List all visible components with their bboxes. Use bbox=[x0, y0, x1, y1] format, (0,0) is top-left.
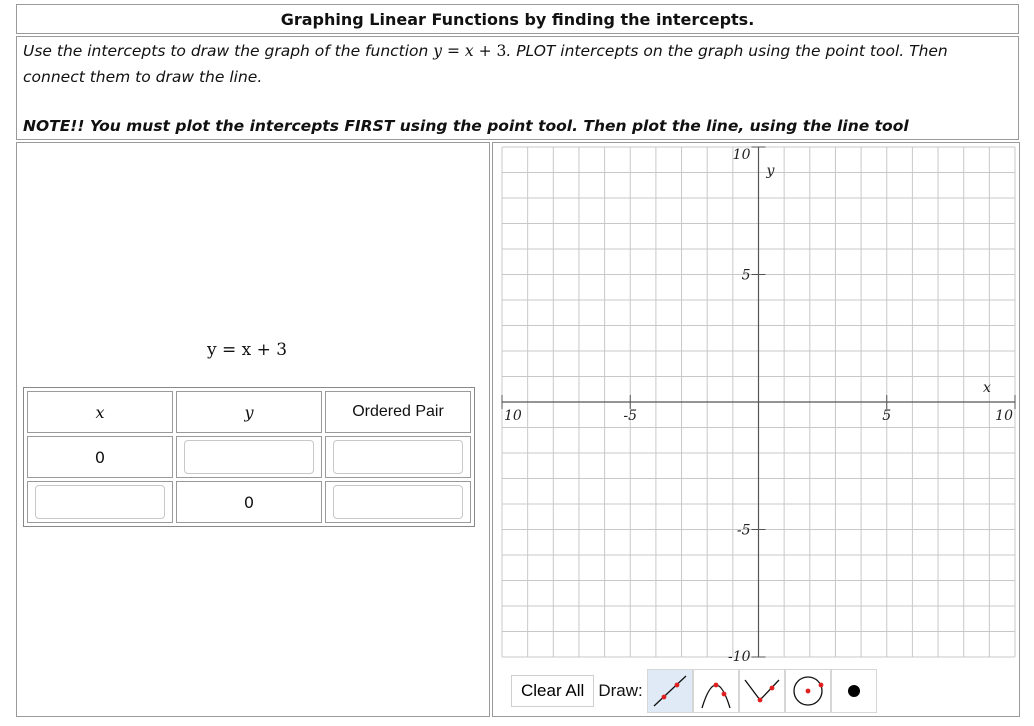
line-tool-button[interactable] bbox=[647, 669, 693, 713]
y-tick-label: -10 bbox=[727, 649, 751, 663]
clear-all-button[interactable]: Clear All bbox=[511, 675, 594, 707]
math-plus-three: + 3 bbox=[473, 42, 507, 60]
math-y: y bbox=[433, 42, 443, 60]
row2-y-value: 0 bbox=[176, 481, 322, 523]
instruction-text-cont: . PLOT intercepts on the graph using the point tool. Then bbox=[506, 42, 948, 60]
coordinate-graph[interactable] bbox=[493, 143, 1019, 663]
header-y: y bbox=[176, 391, 322, 433]
point-tool-icon bbox=[834, 672, 874, 710]
header-ordered-pair: Ordered Pair bbox=[325, 391, 471, 433]
x-tick-label: 5 bbox=[882, 408, 892, 424]
equation-label: y = x + 3 bbox=[207, 340, 288, 360]
page-title: Graphing Linear Functions by finding the intercepts. bbox=[280, 10, 755, 29]
row1-y-cell bbox=[176, 436, 322, 478]
values-table bbox=[23, 387, 475, 527]
graph-toolbar bbox=[511, 671, 877, 711]
row2-x-input[interactable] bbox=[35, 485, 165, 519]
line-tool-icon bbox=[650, 672, 690, 710]
math-x: x bbox=[464, 42, 474, 60]
point-tool-button[interactable] bbox=[831, 669, 877, 713]
table-header-row bbox=[27, 391, 471, 433]
row2-x-cell bbox=[27, 481, 173, 523]
values-panel bbox=[16, 142, 490, 717]
math-equals: = bbox=[442, 42, 465, 60]
note-text: NOTE!! You must plot the intercepts FIRST using the point tool. Then plot the line, using the line tool bbox=[23, 117, 909, 135]
instruction-line-1 bbox=[23, 42, 948, 60]
y-tick-label: 5 bbox=[741, 267, 751, 284]
y-tick-label: -5 bbox=[736, 522, 751, 539]
instruction-text: Use the intercepts to draw the graph of the function bbox=[23, 42, 434, 60]
graph-panel bbox=[492, 142, 1020, 717]
parabola-tool-icon bbox=[696, 672, 736, 710]
table-row bbox=[27, 481, 471, 523]
draw-label: Draw: bbox=[598, 681, 643, 700]
x-axis-label: x bbox=[983, 380, 991, 396]
x-tick-label: 10 bbox=[504, 408, 522, 424]
row1-pair-input[interactable] bbox=[333, 440, 463, 474]
title-box bbox=[16, 4, 1019, 34]
y-axis-label: y bbox=[766, 163, 775, 179]
header-x: x bbox=[27, 391, 173, 433]
row2-pair-input[interactable] bbox=[333, 485, 463, 519]
x-tick-label: -5 bbox=[623, 408, 638, 424]
circle-tool-button[interactable] bbox=[785, 669, 831, 713]
x-tick-label: 10 bbox=[995, 408, 1013, 424]
instruction-line-2: connect them to draw the line. bbox=[23, 68, 263, 86]
row1-x-value: 0 bbox=[27, 436, 173, 478]
absolute-value-tool-button[interactable] bbox=[739, 669, 785, 713]
absolute-value-tool-icon bbox=[742, 672, 782, 710]
row1-pair-cell bbox=[325, 436, 471, 478]
table-row bbox=[27, 436, 471, 478]
parabola-tool-button[interactable] bbox=[693, 669, 739, 713]
row1-y-input[interactable] bbox=[184, 440, 314, 474]
circle-tool-icon bbox=[788, 672, 828, 710]
row2-pair-cell bbox=[325, 481, 471, 523]
instructions-box bbox=[16, 36, 1019, 140]
y-tick-label: 10 bbox=[732, 147, 751, 163]
